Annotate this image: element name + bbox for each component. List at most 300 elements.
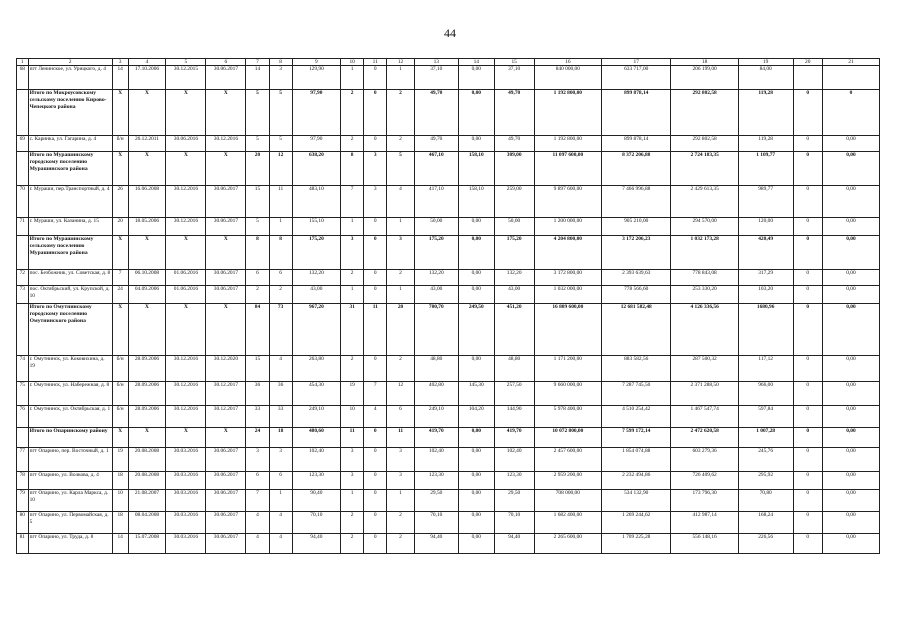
table-cell: 633 717,00	[602, 66, 671, 90]
table-cell: X	[206, 304, 246, 356]
table-cell: 49,70	[494, 136, 534, 152]
table-cell: 01.06.2016	[166, 286, 206, 304]
column-number: 16	[534, 59, 601, 66]
table-cell: 123,30	[494, 472, 534, 490]
table-cell: 43,00	[414, 286, 458, 304]
table-cell: 119,28	[738, 136, 793, 152]
table-cell: 2 232 494,86	[602, 472, 671, 490]
table-cell: 3	[387, 448, 414, 472]
table-cell: 778 843,08	[671, 270, 738, 286]
table-cell: 102,40	[414, 448, 458, 472]
table-cell: 2	[387, 90, 414, 136]
subtotal-row	[17, 428, 880, 448]
table-cell: 102,40	[494, 448, 534, 472]
table-cell: 14	[246, 66, 269, 90]
table-cell: 0	[793, 186, 822, 218]
column-number: 9	[292, 59, 340, 66]
table-cell: X	[112, 428, 128, 448]
table-cell: X	[128, 236, 166, 270]
table-cell	[17, 90, 29, 136]
table-cell: 1	[341, 490, 364, 512]
table-cell: 30.06.2017	[206, 186, 246, 218]
table-cell: 102,40	[292, 448, 340, 472]
subtotal-row	[17, 90, 880, 136]
table-cell: 480,60	[292, 428, 340, 448]
column-number: 3	[112, 59, 128, 66]
table-cell: X	[128, 428, 166, 448]
table-cell: 0,00	[458, 490, 494, 512]
table-cell: 11	[341, 428, 364, 448]
table-cell: 2 959 200,00	[534, 472, 601, 490]
table-cell: 0	[793, 472, 822, 490]
table-cell: 0,00	[822, 534, 879, 554]
table-cell: 12	[387, 382, 414, 406]
table-cell: 76	[17, 406, 29, 428]
table-cell: 16.06.2008	[128, 186, 166, 218]
table-cell: 726 409,62	[671, 472, 738, 490]
table-cell: 419,70	[414, 428, 458, 448]
table-cell: 10 072 800,00	[534, 428, 601, 448]
table-cell: 0,00	[822, 136, 879, 152]
table-cell: 84	[246, 304, 269, 356]
table-cell: 6	[246, 472, 269, 490]
table-cell: 0	[793, 136, 822, 152]
table-cell: 0	[793, 304, 822, 356]
table-cell: 29,50	[494, 490, 534, 512]
table-cell: 132,20	[292, 270, 340, 286]
table-cell: 90,40	[292, 490, 340, 512]
table-cell: 967,20	[292, 304, 340, 356]
table-cell: 5	[246, 90, 269, 136]
table-cell: 30.03.2016	[166, 472, 206, 490]
table-cell: 175,20	[494, 236, 534, 270]
table-cell: 80	[17, 512, 29, 534]
table-cell: 0,00	[822, 356, 879, 382]
table-cell: 50,00	[494, 218, 534, 236]
table-cell: 2	[341, 90, 364, 136]
table-cell: 49,70	[414, 136, 458, 152]
table-cell: 989,77	[738, 186, 793, 218]
table-cell: 7	[341, 186, 364, 218]
table-cell: 04.09.2006	[128, 286, 166, 304]
column-number: 1	[17, 59, 29, 66]
table-cell	[17, 304, 29, 356]
table-cell: 30.12.2016	[166, 356, 206, 382]
table-cell: 249,10	[292, 406, 340, 428]
table-cell: 11	[269, 186, 292, 218]
table-cell: 0	[364, 66, 387, 90]
table-cell: 30.06.2017	[206, 270, 246, 286]
table-cell: X	[112, 304, 128, 356]
table-cell: 168,24	[738, 512, 793, 534]
table-cell: 3	[387, 472, 414, 490]
table-cell: 1	[387, 66, 414, 90]
address-cell: с. Каринка, ул. Гагарина, д. 4	[28, 136, 112, 152]
table-row	[17, 66, 880, 90]
table-cell: 292 802,58	[671, 90, 738, 136]
address-cell: пгт Опарино, ул. Труда, д. 8	[28, 534, 112, 554]
address-cell: пгт Опарино, пер. Восточный, д. 1	[28, 448, 112, 472]
table-cell: 30.12.2016	[166, 186, 206, 218]
table-cell: 72	[17, 270, 29, 286]
table-cell: 97,90	[292, 136, 340, 152]
table-cell: 10	[112, 490, 128, 512]
column-number: 18	[671, 59, 738, 66]
table-cell: X	[166, 236, 206, 270]
table-cell: X	[206, 90, 246, 136]
table-cell: 420,49	[738, 236, 793, 270]
table-cell: 317,29	[738, 270, 793, 286]
table-cell: 145,30	[458, 382, 494, 406]
table-cell: 30.12.2016	[166, 382, 206, 406]
address-cell: г. Омутнинск, ул. Коковихина, д. 19	[28, 356, 112, 382]
table-cell: 419,70	[494, 428, 534, 448]
table-cell: 0,00	[458, 512, 494, 534]
table-cell: 14	[112, 66, 128, 90]
table-cell: 0	[364, 356, 387, 382]
table-cell: 69	[17, 136, 29, 152]
table-cell: 3 172 800,00	[534, 270, 601, 286]
table-cell: 1	[387, 286, 414, 304]
address-cell: пос. Безбожник, ул. Советская, д. 8	[28, 270, 112, 286]
table-cell: 30.12.2016	[166, 406, 206, 428]
address-cell: Итого по Омутнинскому городскому поселению Омутнинского района	[28, 304, 112, 356]
table-cell: 2	[269, 286, 292, 304]
table-cell: 1 007,28	[738, 428, 793, 448]
table-cell: 30.06.2017	[206, 490, 246, 512]
table-cell: 0	[364, 136, 387, 152]
table-cell: 1680,96	[738, 304, 793, 356]
table-cell: X	[206, 152, 246, 186]
table-cell: 73	[269, 304, 292, 356]
table-cell: 454,30	[292, 382, 340, 406]
table-cell: 226,56	[738, 534, 793, 554]
table-cell: 0	[793, 512, 822, 534]
table-cell: 26	[112, 186, 128, 218]
table-cell: 0	[793, 286, 822, 304]
column-number: 21	[822, 59, 879, 66]
column-number: 15	[494, 59, 534, 66]
table-cell: 1 467 547,74	[671, 406, 738, 428]
table-cell: 158,10	[458, 152, 494, 186]
table-cell: 9 660 000,00	[534, 382, 601, 406]
table-cell: X	[206, 236, 246, 270]
subtotal-row	[17, 152, 880, 186]
table-cell: 01.06.2016	[166, 270, 206, 286]
table-cell: 556 148,16	[671, 534, 738, 554]
table-cell: 11	[387, 428, 414, 448]
table-cell: 158,10	[458, 186, 494, 218]
table-cell: 24	[112, 286, 128, 304]
table-cell: 4	[246, 534, 269, 554]
table-cell: 49,70	[414, 90, 458, 136]
table-cell: 1 854 074,88	[602, 448, 671, 472]
table-cell: 7 599 172,14	[602, 428, 671, 448]
table-cell: 1	[387, 218, 414, 236]
table-cell: 78	[17, 472, 29, 490]
table-cell: 97,90	[292, 90, 340, 136]
column-number: 10	[341, 59, 364, 66]
table-cell: 18	[112, 512, 128, 534]
address-cell: пгт Опарино, ул. Первомайская, д. 5	[28, 512, 112, 534]
table-cell: б/н	[112, 406, 128, 428]
table-cell: 0	[793, 382, 822, 406]
table-row	[17, 448, 880, 472]
table-cell: 0,00	[458, 236, 494, 270]
table-cell: 173 796,30	[671, 490, 738, 512]
table-cell: 24	[246, 428, 269, 448]
table-cell: 30.06.2017	[206, 448, 246, 472]
table-cell: 1	[269, 490, 292, 512]
page-number: 44	[444, 26, 456, 40]
table-cell: 603 279,36	[671, 448, 738, 472]
table-cell: 4 126 336,56	[671, 304, 738, 356]
table-cell: 129,90	[292, 66, 340, 90]
column-number: 17	[602, 59, 671, 66]
table-cell: 12 681 582,48	[602, 304, 671, 356]
table-cell: 0	[793, 356, 822, 382]
table-cell: 3 172 206,23	[602, 236, 671, 270]
table-cell: 84,00	[738, 66, 793, 90]
table-cell: 7	[112, 270, 128, 286]
table-cell: 1	[341, 66, 364, 90]
table-cell: 1 171 200,00	[534, 356, 601, 382]
table-cell: 1 109,77	[738, 152, 793, 186]
table-cell: 30.12.2016	[166, 218, 206, 236]
table-cell: 36	[269, 382, 292, 406]
column-number: 8	[269, 59, 292, 66]
address-cell: г. Омутнинск, ул. Октябрьская, д. 1	[28, 406, 112, 428]
table-cell: 73	[17, 286, 29, 304]
table-cell: X	[166, 304, 206, 356]
table-cell: X	[206, 428, 246, 448]
table-cell: 1 192 800,00	[534, 136, 601, 152]
table-row	[17, 356, 880, 382]
column-number: 12	[387, 59, 414, 66]
table-cell: 0	[364, 448, 387, 472]
table-cell: 3	[364, 186, 387, 218]
table-cell: 3	[387, 236, 414, 270]
table-cell: 132,20	[494, 270, 534, 286]
column-number: 7	[246, 59, 269, 66]
table-cell: 103,20	[738, 286, 793, 304]
table-cell: X	[128, 152, 166, 186]
table-cell	[17, 236, 29, 270]
table-cell: 123,30	[414, 472, 458, 490]
table-cell: 0,00	[822, 152, 879, 186]
table-cell: 287 500,32	[671, 356, 738, 382]
table-cell: 0,00	[822, 304, 879, 356]
table-cell: 0	[364, 236, 387, 270]
table-cell: 15.07.2008	[128, 534, 166, 554]
table-cell: 1 682 400,00	[534, 512, 601, 534]
table-cell: 30.03.2016	[166, 534, 206, 554]
address-cell: пгт Ленинское, ул. Урицкого, д. 4	[28, 66, 112, 90]
column-number: 13	[414, 59, 458, 66]
table-cell: 30.06.2016	[166, 136, 206, 152]
table-cell: 253 330,20	[671, 286, 738, 304]
table-cell: 2 393 639,63	[602, 270, 671, 286]
table-cell: 0	[793, 152, 822, 186]
column-number: 2	[28, 59, 112, 66]
table-cell: 94,40	[414, 534, 458, 554]
table-cell: 0	[364, 270, 387, 286]
table-cell: 0,00	[458, 472, 494, 490]
table-cell: 0	[822, 90, 879, 136]
table-cell: 0	[364, 428, 387, 448]
table-cell: 5	[269, 136, 292, 152]
address-cell: пос. Октябрьский, ул. Крупской, д. 10	[28, 286, 112, 304]
table-cell: 6	[387, 406, 414, 428]
address-cell: г. Омутнинск, ул. Набережная, д. 8	[28, 382, 112, 406]
table-cell: 0	[793, 428, 822, 448]
table-row	[17, 382, 880, 406]
table-cell: 899 878,14	[602, 90, 671, 136]
table-cell: 81	[17, 534, 29, 554]
table-cell: 20	[246, 152, 269, 186]
table-cell: 451,20	[494, 304, 534, 356]
table-cell: 9 897 600,00	[534, 186, 601, 218]
table-cell: 0,00	[822, 512, 879, 534]
table-cell: 0	[793, 448, 822, 472]
table-cell: 4	[269, 534, 292, 554]
table-row	[17, 490, 880, 512]
table-cell: 155,10	[292, 218, 340, 236]
column-number: 20	[793, 59, 822, 66]
table-cell: 700,70	[414, 304, 458, 356]
table-cell: 48,80	[494, 356, 534, 382]
table-cell: 1	[269, 218, 292, 236]
table-row	[17, 218, 880, 236]
table-cell: 883 582,56	[602, 356, 671, 382]
table-cell: 8 372 206,88	[602, 152, 671, 186]
table-cell: 119,28	[738, 90, 793, 136]
table-cell: 0	[364, 512, 387, 534]
table-cell: 0	[364, 534, 387, 554]
table-cell: 6	[269, 270, 292, 286]
table-cell: X	[128, 304, 166, 356]
table-cell	[822, 66, 879, 90]
table-cell: 8	[269, 236, 292, 270]
table-cell: 0	[793, 270, 822, 286]
table-cell: 19	[341, 382, 364, 406]
table-cell: 206 199,00	[671, 66, 738, 90]
table-cell: 28.09.2006	[128, 406, 166, 428]
table-cell: 3	[341, 448, 364, 472]
table-cell: 175,20	[292, 236, 340, 270]
table-cell: 4	[246, 512, 269, 534]
table-cell: 467,10	[414, 152, 458, 186]
table-cell	[17, 428, 29, 448]
table-cell: 18.05.2006	[128, 218, 166, 236]
address-cell: пгт Опарино, ул. Карла Маркса, д. 10	[28, 490, 112, 512]
address-cell: пгт Опарино, ул. Волкова, д. 4	[28, 472, 112, 490]
table-cell: 249,10	[414, 406, 458, 428]
table-cell: 1	[341, 286, 364, 304]
table-cell: 0,00	[458, 218, 494, 236]
table-cell: X	[166, 152, 206, 186]
table-cell: 49,70	[494, 90, 534, 136]
table-cell: 120,00	[738, 218, 793, 236]
table-cell: 2	[341, 270, 364, 286]
table-cell: 30.06.2017	[206, 66, 246, 90]
table-cell: 0,00	[822, 406, 879, 428]
table-cell: 132,20	[414, 270, 458, 286]
table-cell: 905 210,00	[602, 218, 671, 236]
table-cell: 0	[793, 490, 822, 512]
table-cell: 0,00	[458, 534, 494, 554]
table-cell: 0	[793, 90, 822, 136]
table-cell: 2	[387, 512, 414, 534]
table-cell: 4 510 254,42	[602, 406, 671, 428]
table-cell: 15	[246, 356, 269, 382]
table-row	[17, 136, 880, 152]
table-cell: 30.03.2016	[166, 490, 206, 512]
table-cell: 11	[364, 304, 387, 356]
table-row	[17, 286, 880, 304]
table-cell: 2	[341, 356, 364, 382]
table-cell: 20.08.2008	[128, 448, 166, 472]
table-cell: 3	[246, 448, 269, 472]
table-cell: 402,80	[414, 382, 458, 406]
table-cell: 0,00	[458, 286, 494, 304]
table-cell: 2 457 600,00	[534, 448, 601, 472]
table-cell: 20.08.2008	[128, 472, 166, 490]
table-cell: 899 878,14	[602, 136, 671, 152]
table-cell: 30.03.2016	[166, 512, 206, 534]
table-cell: 1 200 000,00	[534, 218, 601, 236]
table-cell: 6	[269, 472, 292, 490]
table-cell: 0,00	[822, 448, 879, 472]
table-cell: 3	[341, 236, 364, 270]
table-cell: 16 809 600,00	[534, 304, 601, 356]
subtotal-row	[17, 304, 880, 356]
table-cell: б/н	[112, 382, 128, 406]
table-cell: 6	[246, 270, 269, 286]
table-cell: 68	[17, 66, 29, 90]
table-cell: 0,00	[458, 66, 494, 90]
table-cell: 295,92	[738, 472, 793, 490]
address-cell: Итого по Мурашинскому сельскому поселению Мурашинского района	[28, 236, 112, 270]
table-cell: 7 287 745,50	[602, 382, 671, 406]
table-cell: 0,00	[458, 428, 494, 448]
table-cell: 21.08.2007	[128, 490, 166, 512]
table-cell: 2	[341, 512, 364, 534]
table-cell: 4	[387, 186, 414, 218]
table-row	[17, 270, 880, 286]
table-cell: 3	[341, 472, 364, 490]
column-number: 14	[458, 59, 494, 66]
table-cell: 0	[364, 286, 387, 304]
table-cell: 294 570,00	[671, 218, 738, 236]
table-cell: 5	[246, 136, 269, 152]
table-cell: 5	[269, 90, 292, 136]
table-cell: 2	[246, 286, 269, 304]
table-cell: 3	[364, 152, 387, 186]
table-cell: 2 429 613,35	[671, 186, 738, 218]
table-cell: 2	[341, 534, 364, 554]
table-cell: 249,50	[458, 304, 494, 356]
table-cell: 30.12.2020	[206, 356, 246, 382]
table-cell: 0,00	[822, 236, 879, 270]
table-cell: 8	[246, 236, 269, 270]
table-cell: 12	[269, 152, 292, 186]
table-cell: 2	[387, 356, 414, 382]
table-cell: 7	[246, 490, 269, 512]
table-cell: 0,00	[822, 490, 879, 512]
table-cell: 10	[341, 406, 364, 428]
table-cell: 18	[269, 428, 292, 448]
